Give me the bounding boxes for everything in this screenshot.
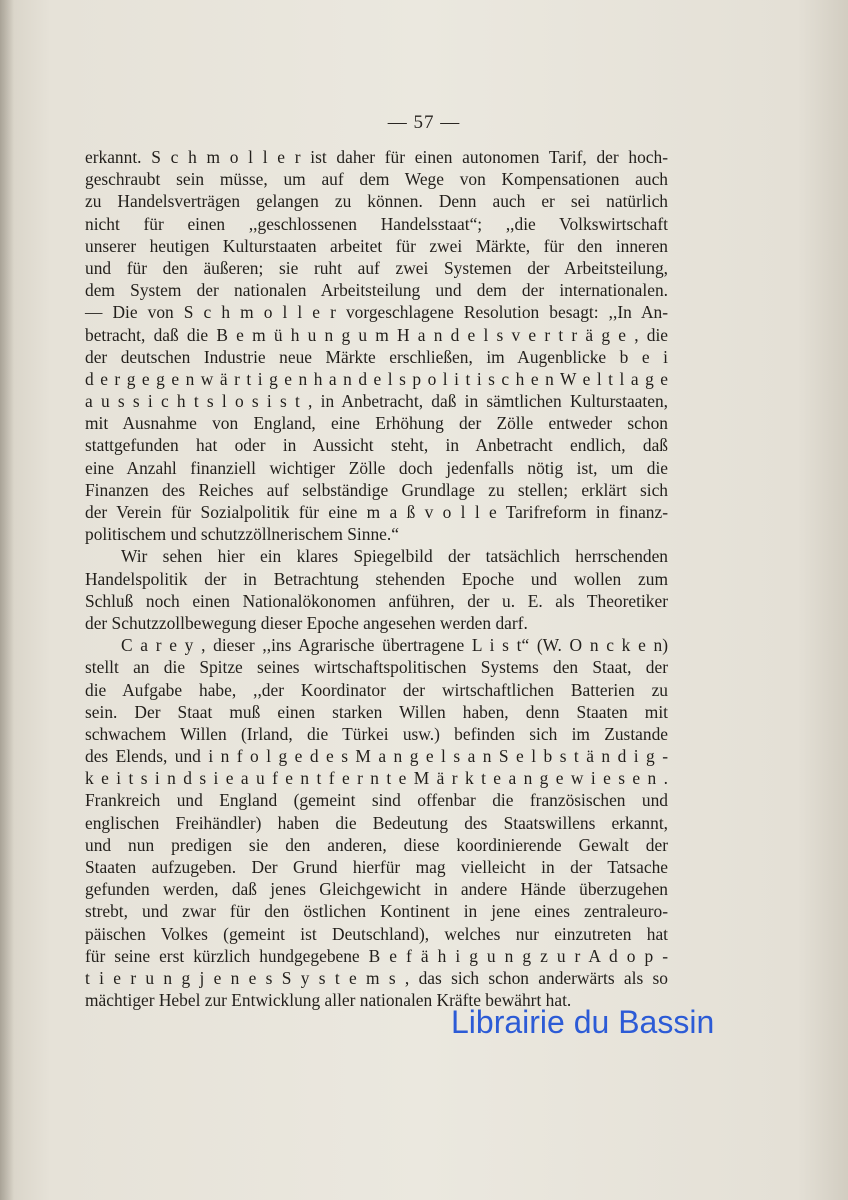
- text-line: die Aufgabe habe, ,,der Koordinator der wirtschaftlichen Batterien zu: [85, 679, 668, 700]
- text-line: nicht für einen ,,geschlossenen Handelsstaat“; ,,die Volkswirtschaft: [85, 213, 668, 234]
- gutter-shadow: [0, 0, 14, 1200]
- text-line: der deutschen Industrie neue Märkte erschließen, im Augenblicke b e i: [85, 346, 668, 367]
- text-line: dem System der nationalen Arbeitsteilung und dem der internationalen.: [85, 280, 668, 301]
- text-line: d e r g e g e n w ä r t i g e n h a n d e l s p o l i t i s c h e n W e l t l a g e: [85, 368, 668, 389]
- text-line: Staaten aufzugeben. Der Grund hierfür mag vielleicht in der Tatsache: [85, 857, 668, 877]
- text-line: schwachem Willen (Irland, die Türkei usw.) befinden sich im Zustande: [85, 723, 668, 744]
- text-line: für seine erst kürzlich hundgegebene B e f ä h i g u n g z u r A d o p -: [85, 945, 668, 966]
- text-line: und nun predigen sie den anderen, diese koordinierende Gewalt der: [85, 834, 668, 855]
- text-line: stellt an die Spitze seines wirtschaftspolitischen Systems den Staat, der: [85, 657, 668, 678]
- text-line: Frankreich und England (gemeint sind offenbar die französischen und: [85, 790, 668, 811]
- body-text: [85, 146, 668, 1011]
- text-line: mit Ausnahme von England, eine Erhöhung der Zölle entweder schon: [85, 413, 668, 434]
- text-line: erkannt. S c h m o l l e r ist daher für einen autonomen Tarif, der hoch-: [85, 147, 668, 167]
- text-line: und für den äußeren; sie ruht auf zwei Systemen der Arbeitsteilung,: [85, 257, 668, 278]
- text-line: englischen Freihändler) haben die Bedeutung des Staatswillens erkannt,: [85, 812, 668, 833]
- text-line: des Elends, und i n f o l g e d e s M a n g e l s a n S e l b s t ä n d i g -: [85, 746, 668, 767]
- text-line: Handelspolitik der in Betrachtung stehenden Epoche und wollen zum: [85, 568, 668, 589]
- text-line: betracht, daß die B e m ü h u n g u m H a n d e l s v e r t r ä g e , die: [85, 324, 668, 345]
- text-line: stattgefunden hat oder in Aussicht steht, in Anbetracht endlich, daß: [85, 435, 668, 456]
- text-line: t i e r u n g j e n e s S y s t e m s , das sich schon anderwärts als so: [85, 967, 668, 988]
- text-line: zu Handelsverträgen gelangen zu können. Denn auch er sei natürlich: [85, 191, 668, 212]
- text-line: gefunden werden, daß jenes Gleichgewicht in andere Hände überzugehen: [85, 879, 668, 900]
- text-line: k e i t s i n d s i e a u f e n t f e r n t e M ä r k t e a n g e w i e s e n .: [85, 768, 668, 789]
- text-line: mächtiger Hebel zur Entwicklung aller nationalen Kräfte bewährt hat.: [85, 990, 572, 1011]
- text-line: sein. Der Staat muß einen starken Willen haben, denn Staaten mit: [85, 701, 668, 722]
- text-line: der Schutzzollbewegung dieser Epoche angesehen werden darf.: [85, 612, 528, 633]
- page-number: — 57 —: [387, 112, 461, 133]
- text-line: Finanzen des Reiches auf selbständige Grundlage zu stellen; erklärt sich: [85, 479, 668, 500]
- text-line: Wir sehen hier ein klares Spiegelbild der tatsächlich herrschenden: [121, 546, 668, 567]
- text-line: päischen Volkes (gemeint ist Deutschland), welches nur einzutreten hat: [85, 923, 668, 944]
- text-line: Schluß noch einen Nationalökonomen anführen, der u. E. als Theoretiker: [85, 590, 668, 611]
- text-line: C a r e y , dieser ,,ins Agrarische übertragene L i s t“ (W. O n c k e n): [121, 635, 668, 656]
- text-line: unserer heutigen Kulturstaaten arbeitet für zwei Märkte, für den inneren: [85, 235, 668, 256]
- text-line: a u s s i c h t s l o s i s t , in Anbetracht, daß in sämtlichen Kulturstaaten,: [85, 391, 668, 412]
- text-line: geschraubt sein müsse, um auf dem Wege von Kompensationen auch: [85, 169, 668, 190]
- text-line: eine Anzahl finanziell wichtiger Zölle doch jedenfalls nötig ist, um die: [85, 457, 668, 478]
- text-line: — Die von S c h m o l l e r vorgeschlagene Resolution besagt: ,,In An-: [85, 302, 668, 323]
- text-line: strebt, und zwar für den östlichen Kontinent in jene eines zentraleuro-: [85, 901, 668, 922]
- text-line: politischem und schutzzöllnerischem Sinne.“: [85, 524, 399, 545]
- text-line: der Verein für Sozialpolitik für eine m a ß v o l l e Tarifreform in finanz-: [85, 502, 668, 522]
- seller-watermark: Librairie du Bassin: [451, 1004, 715, 1040]
